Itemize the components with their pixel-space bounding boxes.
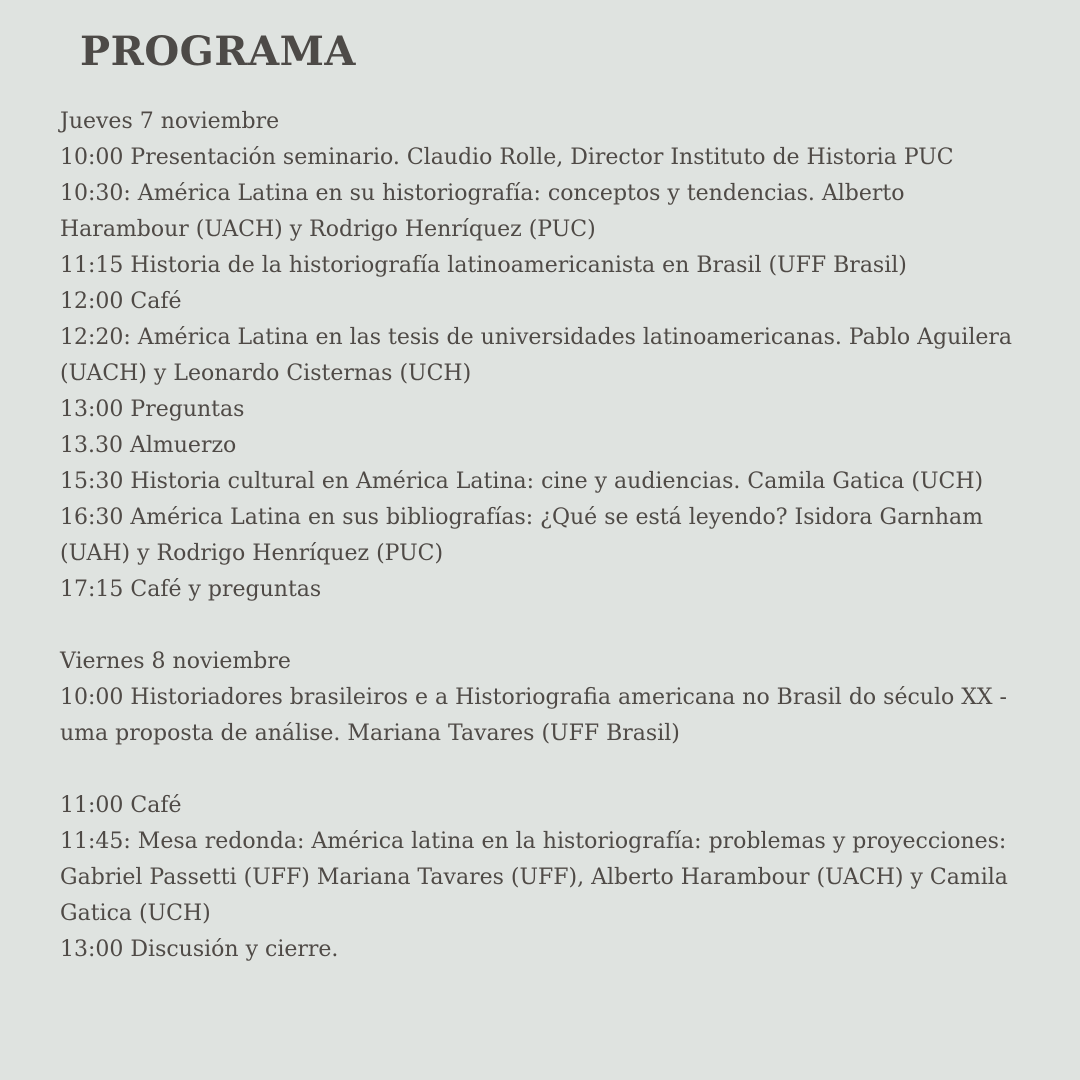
schedule-item: 10:00 Presentación seminario. Claudio Rolle, Director Instituto de Historia PUC <box>60 145 954 170</box>
page-title: PROGRAMA <box>80 28 356 75</box>
day-heading: Viernes 8 noviembre <box>60 649 291 674</box>
schedule-item: 13:00 Preguntas <box>60 397 245 422</box>
schedule-item: 10:30: América Latina en su historiografía: conceptos y tendencias. Alberto Harambour (UACH) y Rodrigo Henríquez (PUC) <box>60 181 905 242</box>
spacer <box>60 752 1040 788</box>
schedule-item: 17:15 Café y preguntas <box>60 577 322 602</box>
schedule-item: 16:30 América Latina en sus bibliografías: ¿Qué se está leyendo? Isidora Garnham (UAH) y Rodrigo Henríquez (PUC) <box>60 505 984 566</box>
schedule-item: 12:20: América Latina en las tesis de universidades latinoamericanas. Pablo Aguilera (UACH) y Leonardo Cisternas (UCH) <box>60 325 1013 386</box>
spacer <box>60 608 1040 644</box>
schedule-item: 12:00 Café <box>60 289 182 314</box>
schedule-item: 15:30 Historia cultural en América Latina: cine y audiencias. Camila Gatica (UCH) <box>60 469 984 494</box>
day-thursday <box>60 104 1040 608</box>
schedule-item: 10:00 Historiadores brasileiros e a Historiografia americana no Brasil do século XX - uma proposta de análise. Mariana Tavares (UFF Brasil) <box>60 685 1007 746</box>
schedule-item: 13:00 Discusión y cierre. <box>60 937 339 962</box>
schedule-item: 11:45: Mesa redonda: América latina en la historiografía: problemas y proyecciones: Gabriel Passetti (UFF) Mariana Tavares (UFF), Alberto Harambour (UACH) y Camila Gatica (UCH) <box>60 829 1008 926</box>
schedule-item: 11:00 Café <box>60 793 182 818</box>
schedule-item: 11:15 Historia de la historiografía latinoamericanista en Brasil (UFF Brasil) <box>60 253 907 278</box>
schedule-item: 13.30 Almuerzo <box>60 433 237 458</box>
day-friday <box>60 644 1040 968</box>
day-heading: Jueves 7 noviembre <box>60 109 280 134</box>
program-body <box>60 104 1040 968</box>
